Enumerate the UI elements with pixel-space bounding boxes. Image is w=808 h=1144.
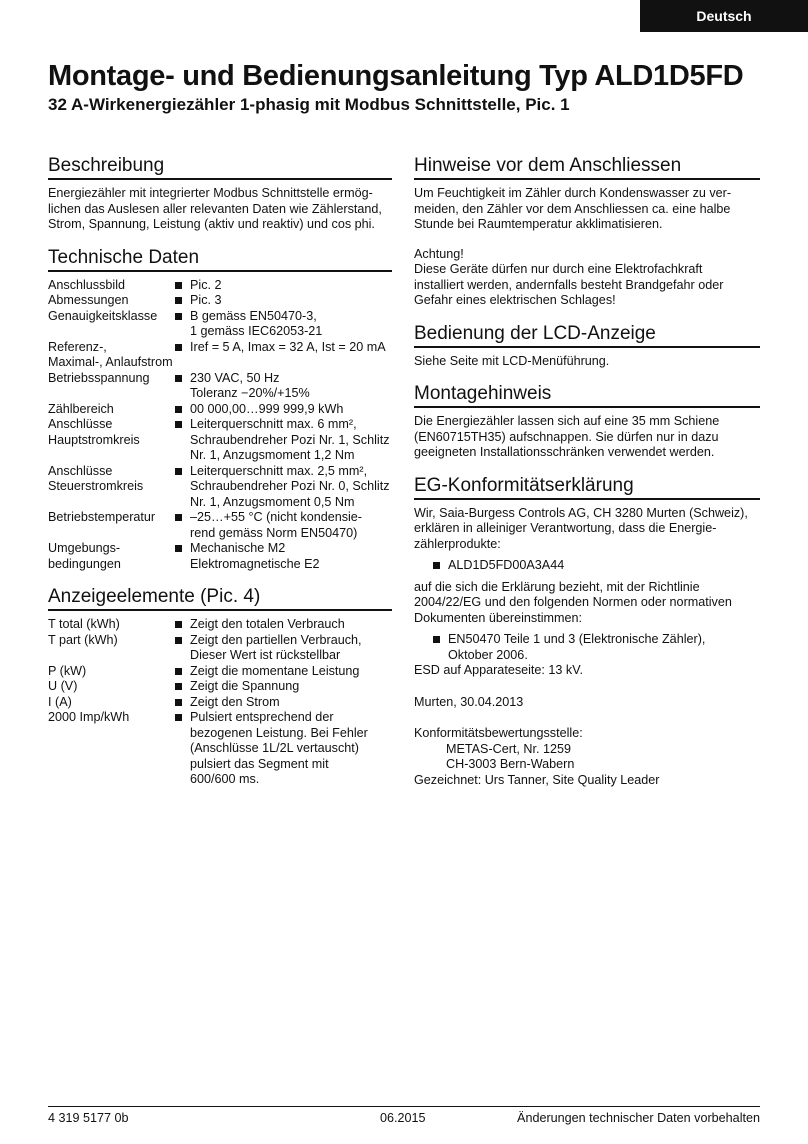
row-label: Betriebsspannung — [48, 370, 150, 385]
text-line: Strom, Spannung, Leistung (aktiv und reaktiv) und cos phi. — [48, 217, 375, 231]
text-line: lichen das Auslesen aller relevanten Daten wie Zählerstand, — [48, 201, 382, 216]
row-value: Pulsiert entsprechend der bezogenen Leistung. Bei Fehler (Anschlüsse 1L/2L vertauscht) pulsiert das Segment mit 600/600 ms. — [174, 710, 392, 788]
table-row — [48, 309, 392, 340]
section-montage — [414, 383, 760, 461]
text-line: Um Feuchtigkeit im Zähler durch Kondenswasser zu ver- — [414, 186, 732, 200]
bullet-icon — [174, 679, 190, 695]
heading-bedienung: Bedienung der LCD-Anzeige — [414, 323, 760, 348]
product-code: ALD1D5FD00A3A44 — [448, 558, 565, 572]
table-row — [48, 402, 392, 418]
heading-technische-daten: Technische Daten — [48, 247, 392, 272]
bullet-icon — [174, 340, 190, 371]
hinweise-para-2 — [414, 247, 760, 309]
row-label: Betriebstemperatur — [48, 510, 156, 524]
row-value: Pic. 3 — [174, 293, 392, 309]
table-row — [48, 617, 392, 633]
heading-beschreibung: Beschreibung — [48, 155, 392, 180]
table-row — [48, 633, 392, 664]
table-row — [48, 278, 392, 294]
row-label: I (A) — [48, 694, 72, 709]
footer-docnum: 4 319 5177 0b — [48, 1111, 129, 1125]
text-line: Diese Geräte dürfen nur durch eine Elektrofachkraft — [414, 262, 703, 276]
row-value: –25…+55 °C (nicht kondensie- rend gemäss Norm EN50470) — [174, 510, 392, 541]
footer-date: 06.2015 — [380, 1111, 426, 1125]
text-line: Dokumenten übereinstimmen: — [414, 610, 582, 625]
row-value: Zeigt den partiellen Verbrauch, Dieser Wert ist rückstellbar — [174, 633, 392, 664]
heading-montage: Montagehinweis — [414, 383, 760, 408]
place-date: Murten, 30.04.2013 — [414, 694, 524, 709]
row-label: Umgebungs- bedingungen — [48, 541, 121, 571]
table-row — [48, 710, 392, 788]
language-tab[interactable]: Deutsch — [640, 0, 808, 32]
page-subtitle: 32 A-Wirkenergiezähler 1-phasig mit Modbus Schnittstelle, Pic. 1 — [48, 95, 570, 114]
footer-notice: Änderungen technischer Daten vorbehalten — [517, 1111, 760, 1125]
row-label: 2000 Imp/kWh — [48, 710, 130, 724]
technische-daten-table — [48, 278, 392, 573]
footer-rule — [48, 1106, 760, 1107]
text-line: erklären in alleiniger Verantwortung, dass die Energie- — [414, 521, 717, 535]
esd-text: ESD auf Apparateseite: 13 kV. — [414, 663, 583, 677]
row-label: Zählbereich — [48, 401, 114, 416]
row-value: Leiterquerschnitt max. 2,5 mm², Schraubendreher Pozi Nr. 0, Schlitz Nr. 1, Anzugsmoment 0,5 Nm — [174, 464, 392, 511]
text-line: Gefahr eines elektrischen Schlages! — [414, 293, 616, 307]
table-row — [48, 510, 392, 541]
row-label: T total (kWh) — [48, 617, 120, 631]
row-value: Mechanische M2 Elektromagnetische E2 — [174, 541, 392, 572]
konformitaet-intro — [414, 506, 760, 553]
heading-hinweise: Hinweise vor dem Anschliessen — [414, 155, 760, 180]
bedienung-text — [414, 354, 760, 370]
row-value: Zeigt die Spannung — [174, 679, 392, 695]
bullet-icon — [174, 417, 190, 464]
bullet-icon — [174, 464, 190, 511]
heading-konformitaet: EG-Konformitätserklärung — [414, 475, 760, 500]
text-line: zählerprodukte: — [414, 536, 501, 551]
text-line: 2004/22/EG und den folgenden Normen oder normativen — [414, 595, 732, 609]
table-row — [48, 371, 392, 402]
text-line: geeigneten Installationsschränken verwendet werden. — [414, 445, 715, 459]
text-line: Oktober 2006. — [448, 647, 528, 662]
text-line: (EN60715TH35) aufschnappen. Sie dürfen nur in dazu — [414, 429, 719, 444]
product-list-item — [414, 558, 760, 574]
text-line: Die Energiezähler lassen sich auf eine 35 mm Schiene — [414, 414, 720, 428]
row-label: U (V) — [48, 679, 78, 693]
row-value: B gemäss EN50470-3, 1 gemäss IEC62053-21 — [174, 309, 392, 340]
table-row — [48, 541, 392, 572]
table-row — [48, 293, 392, 309]
row-label: Genauigkeitsklasse — [48, 308, 158, 323]
bullet-icon — [174, 617, 190, 633]
text-line: Siehe Seite mit LCD-Menüführung. — [414, 353, 610, 368]
text-line: meiden, den Zähler vor dem Anschliessen ca. eine halbe — [414, 201, 731, 216]
table-row — [48, 664, 392, 680]
bullet-icon — [174, 510, 190, 541]
section-hinweise — [414, 155, 760, 309]
section-beschreibung — [48, 155, 392, 233]
bullet-icon — [174, 402, 190, 418]
row-label: Anschlüsse Steuerstromkreis — [48, 463, 144, 493]
bullet-icon — [174, 633, 190, 664]
text-line: Achtung! — [414, 246, 464, 261]
left-column — [48, 155, 392, 802]
signed-by: Gezeichnet: Urs Tanner, Site Quality Leader — [414, 772, 660, 787]
office-label: Konformitätsbewertungsstelle: — [414, 726, 583, 740]
table-row — [48, 679, 392, 695]
text-line: Stunde bei Raumtemperatur akklimatisieren. — [414, 217, 663, 231]
bullet-icon — [174, 278, 190, 294]
row-value: Zeigt den totalen Verbrauch — [174, 617, 392, 633]
section-anzeigeelemente — [48, 586, 392, 788]
text-line: CH-3003 Bern-Wabern — [446, 757, 575, 771]
row-value: 230 VAC, 50 Hz Toleranz −20%/+15% — [174, 371, 392, 402]
bullet-icon — [432, 632, 448, 663]
table-row — [48, 464, 392, 511]
text-line: EN50470 Teile 1 und 3 (Elektronische Zähler), — [448, 632, 706, 646]
heading-anzeigeelemente: Anzeigeelemente (Pic. 4) — [48, 586, 392, 611]
norm-text — [448, 632, 760, 663]
row-value: Leiterquerschnitt max. 6 mm², Schraubendreher Pozi Nr. 1, Schlitz Nr. 1, Anzugsmoment 1,2 Nm — [174, 417, 392, 464]
beschreibung-text — [48, 186, 392, 233]
bullet-icon — [174, 293, 190, 309]
row-label: Abmessungen — [48, 293, 129, 307]
row-label: P (kW) — [48, 663, 87, 678]
row-value: Zeigt den Strom — [174, 695, 392, 711]
table-row — [48, 695, 392, 711]
table-row — [48, 340, 392, 371]
text-line: METAS-Cert, Nr. 1259 — [446, 741, 572, 756]
text-line: Energiezähler mit integrierter Modbus Schnittstelle ermög- — [48, 186, 373, 200]
bullet-icon — [432, 558, 448, 574]
text-line: Wir, Saia-Burgess Controls AG, CH 3280 Murten (Schweiz), — [414, 505, 748, 520]
right-column — [414, 155, 760, 802]
bullet-icon — [174, 710, 190, 788]
section-technische-daten — [48, 247, 392, 573]
bullet-icon — [174, 695, 190, 711]
norm-list-item — [414, 632, 760, 663]
row-label: Anschlüsse Hauptstromkreis — [48, 417, 140, 447]
row-label: Anschlussbild — [48, 277, 126, 292]
bullet-icon — [174, 309, 190, 340]
office-address — [414, 742, 760, 773]
section-konformitaet — [414, 475, 760, 789]
row-value: Pic. 2 — [174, 278, 392, 294]
text-line: auf die sich die Erklärung bezieht, mit der Richtlinie — [414, 579, 700, 594]
hinweise-para-1 — [414, 186, 760, 233]
section-bedienung — [414, 323, 760, 370]
table-row — [48, 417, 392, 464]
page-title: Montage- und Bedienungsanleitung Typ ALD1D5FD — [48, 60, 744, 92]
bullet-icon — [174, 664, 190, 680]
bullet-icon — [174, 541, 190, 572]
row-value: Iref = 5 A, Imax = 32 A, Ist = 20 mA — [174, 340, 392, 371]
text-line: installiert werden, andernfalls besteht Brandgefahr oder — [414, 277, 724, 292]
row-value: Zeigt die momentane Leistung — [174, 664, 392, 680]
konformitaet-middle — [414, 580, 760, 627]
bullet-icon — [174, 371, 190, 402]
row-label: Referenz-, Maximal-, Anlaufstrom — [48, 339, 173, 369]
row-label: T part (kWh) — [48, 632, 118, 647]
row-value: 00 000,00…999 999,9 kWh — [174, 402, 392, 418]
montage-text — [414, 414, 760, 461]
anzeigeelemente-table — [48, 617, 392, 788]
